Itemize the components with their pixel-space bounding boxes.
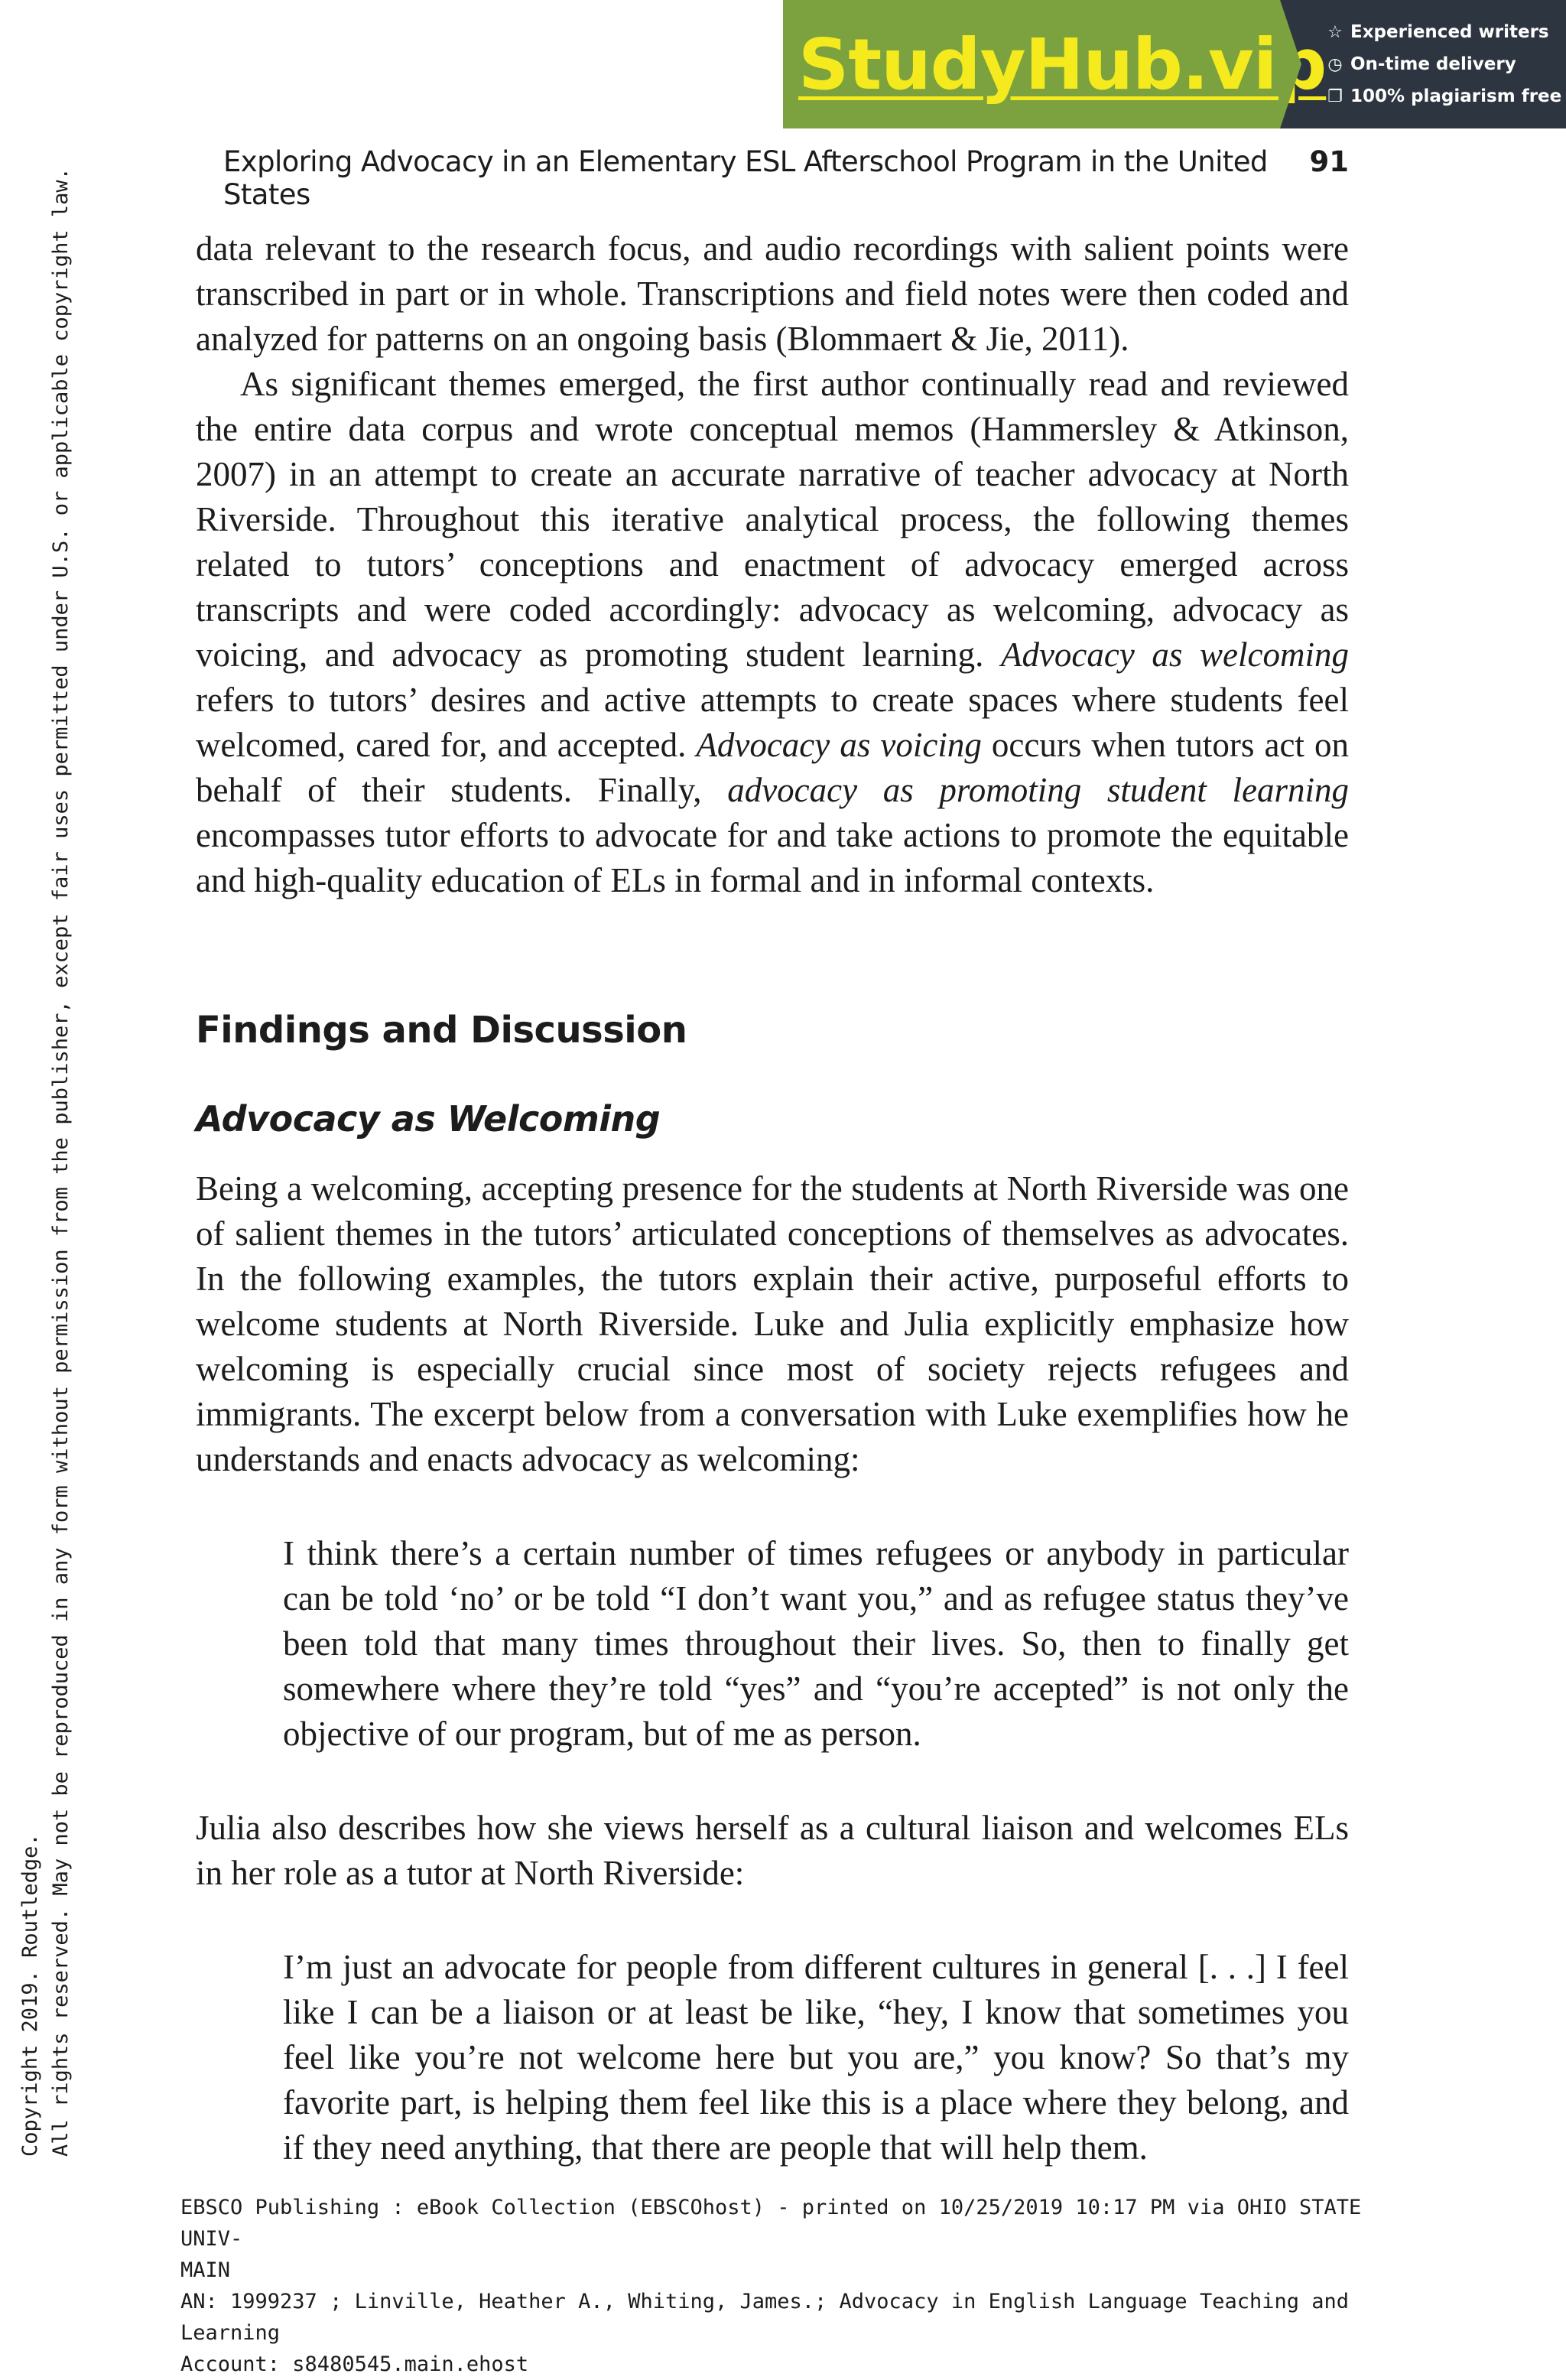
ebsco-footer [180, 2192, 1404, 2380]
feature-label: 100% plagiarism free [1350, 86, 1562, 106]
page-content [196, 226, 1349, 2219]
block-quote-luke [283, 1531, 1349, 1757]
feature-label: On-time delivery [1350, 54, 1516, 74]
clock-icon: ◷ [1327, 54, 1343, 74]
footer-line-1: EBSCO Publishing : eBook Collection (EBSCOhost) - printed on 10/25/2019 10:17 PM via OHIO STATE UNIV- [180, 2196, 1374, 2251]
copyright-notice [15, 23, 92, 2157]
studyhub-banner[interactable] [783, 0, 1566, 128]
copyright-line-1: Copyright 2019. Routledge. [18, 1833, 42, 2157]
footer-line-3: AN: 1999237 ; Linville, Heather A., Whiting, James.; Advocacy in English Language Teaching and [180, 2290, 1350, 2313]
paragraph-3: Being a welcoming, accepting presence for the students at North Riverside was one of salient themes in the tutors’ articulated conceptions of themselves as advocates. In the following examples, the tutors explain their active, purposeful efforts to welcome students at North Riverside. Luke and Julia explicitly emphasize how welcoming is especially crucial since most of society rejects refugees and immigrants. The excerpt below from a conversation with Luke exemplifies how he understands and enacts advocacy as welcoming: [196, 1169, 1349, 1478]
quote-text: I think there’s a certain number of times refugees or anybody in particular can be told ‘no’ or be told “I don’t want you,” and as refugee status they’ve been told that many times throughout their lives. So, then to finally get somewhere where they’re told “yes” and “you’re accepted” is not only the objective of our program, but of me as person. [283, 1534, 1349, 1753]
feature-experienced-writers [1326, 18, 1566, 46]
footer-line-2: MAIN [180, 2258, 231, 2282]
term-promoting-student-learning: advocacy as promoting student learning [727, 771, 1349, 809]
page-number: 91 [1309, 145, 1349, 178]
term-advocacy-as-welcoming: Advocacy as welcoming [1000, 636, 1350, 674]
feature-on-time-delivery [1326, 50, 1566, 78]
running-header [223, 145, 1349, 211]
feature-plagiarism-free [1326, 83, 1566, 110]
footer-line-4: Learning [180, 2321, 281, 2345]
subsection-heading: Advocacy as Welcoming [196, 1098, 661, 1140]
paragraph-2 [196, 362, 1349, 903]
paragraph-2-part-1: As significant themes emerged, the first author continually read and reviewed the entire data corpus and wrote conceptual memos (Hammersley & Atkinson, 2007) in an attempt to create an accurate narrative of teacher advocacy at North Riverside. Throughout this iterative analytical process, the following themes related to tutors’ conceptions and enactment of advocacy emerged across transcripts and were coded accordingly: advocacy as welcoming, advocacy as voicing, and advocacy as promoting student learning. [196, 365, 1349, 674]
term-advocacy-as-voicing: Advocacy as voicing [696, 726, 982, 764]
star-icon: ☆ [1327, 22, 1343, 42]
logo-text: StudyHub.vip [798, 23, 1327, 106]
copy-icon: ❐ [1327, 86, 1343, 106]
running-title: Exploring Advocacy in an Elementary ESL Afterschool Program in the United States [223, 145, 1268, 211]
paragraph-4: Julia also describes how she views herself as a cultural liaison and welcomes ELs in her role as a tutor at North Riverside: [196, 1809, 1349, 1892]
footer-line-5: Account: s8480545.main.ehost [180, 2352, 529, 2376]
paragraph-2-part-4: encompasses tutor efforts to advocate for and take actions to promote the equitable and high-quality education of ELs in formal and in informal contexts. [196, 816, 1349, 899]
paragraph-2-part-3: occurs when tutors act on behalf of their students. Finally, [196, 726, 1349, 809]
copyright-line-2: All rights reserved. May not be reproduced in any form without permission from the publisher, except fair uses permitted under U.S. or applicable copyright law. [49, 167, 73, 2157]
feature-label: Experienced writers [1350, 22, 1549, 42]
section-heading: Findings and Discussion [196, 1009, 687, 1052]
paragraph-2-part-2: refers to tutors’ desires and active attempts to create spaces where students feel welcomed, cared for, and accepted. [196, 681, 1349, 764]
block-quote-julia [283, 1945, 1349, 2170]
paragraph-1: data relevant to the research focus, and audio recordings with salient points were transcribed in part or in whole. Transcriptions and field notes were then coded and analyzed for patterns on an ongoing basis (Blommaert & Jie, 2011). [196, 229, 1349, 358]
quote-text: I’m just an advocate for people from different cultures in general [. . .] I feel like I can be a liaison or at least be like, “hey, I know that sometimes you feel like you’re not welcome here but you are,” you know? So that’s my favorite part, is helping them feel like this is a place where they belong, and if they need anything, that there are people that will help them. [283, 1948, 1349, 2167]
studyhub-logo[interactable] [783, 0, 1327, 128]
